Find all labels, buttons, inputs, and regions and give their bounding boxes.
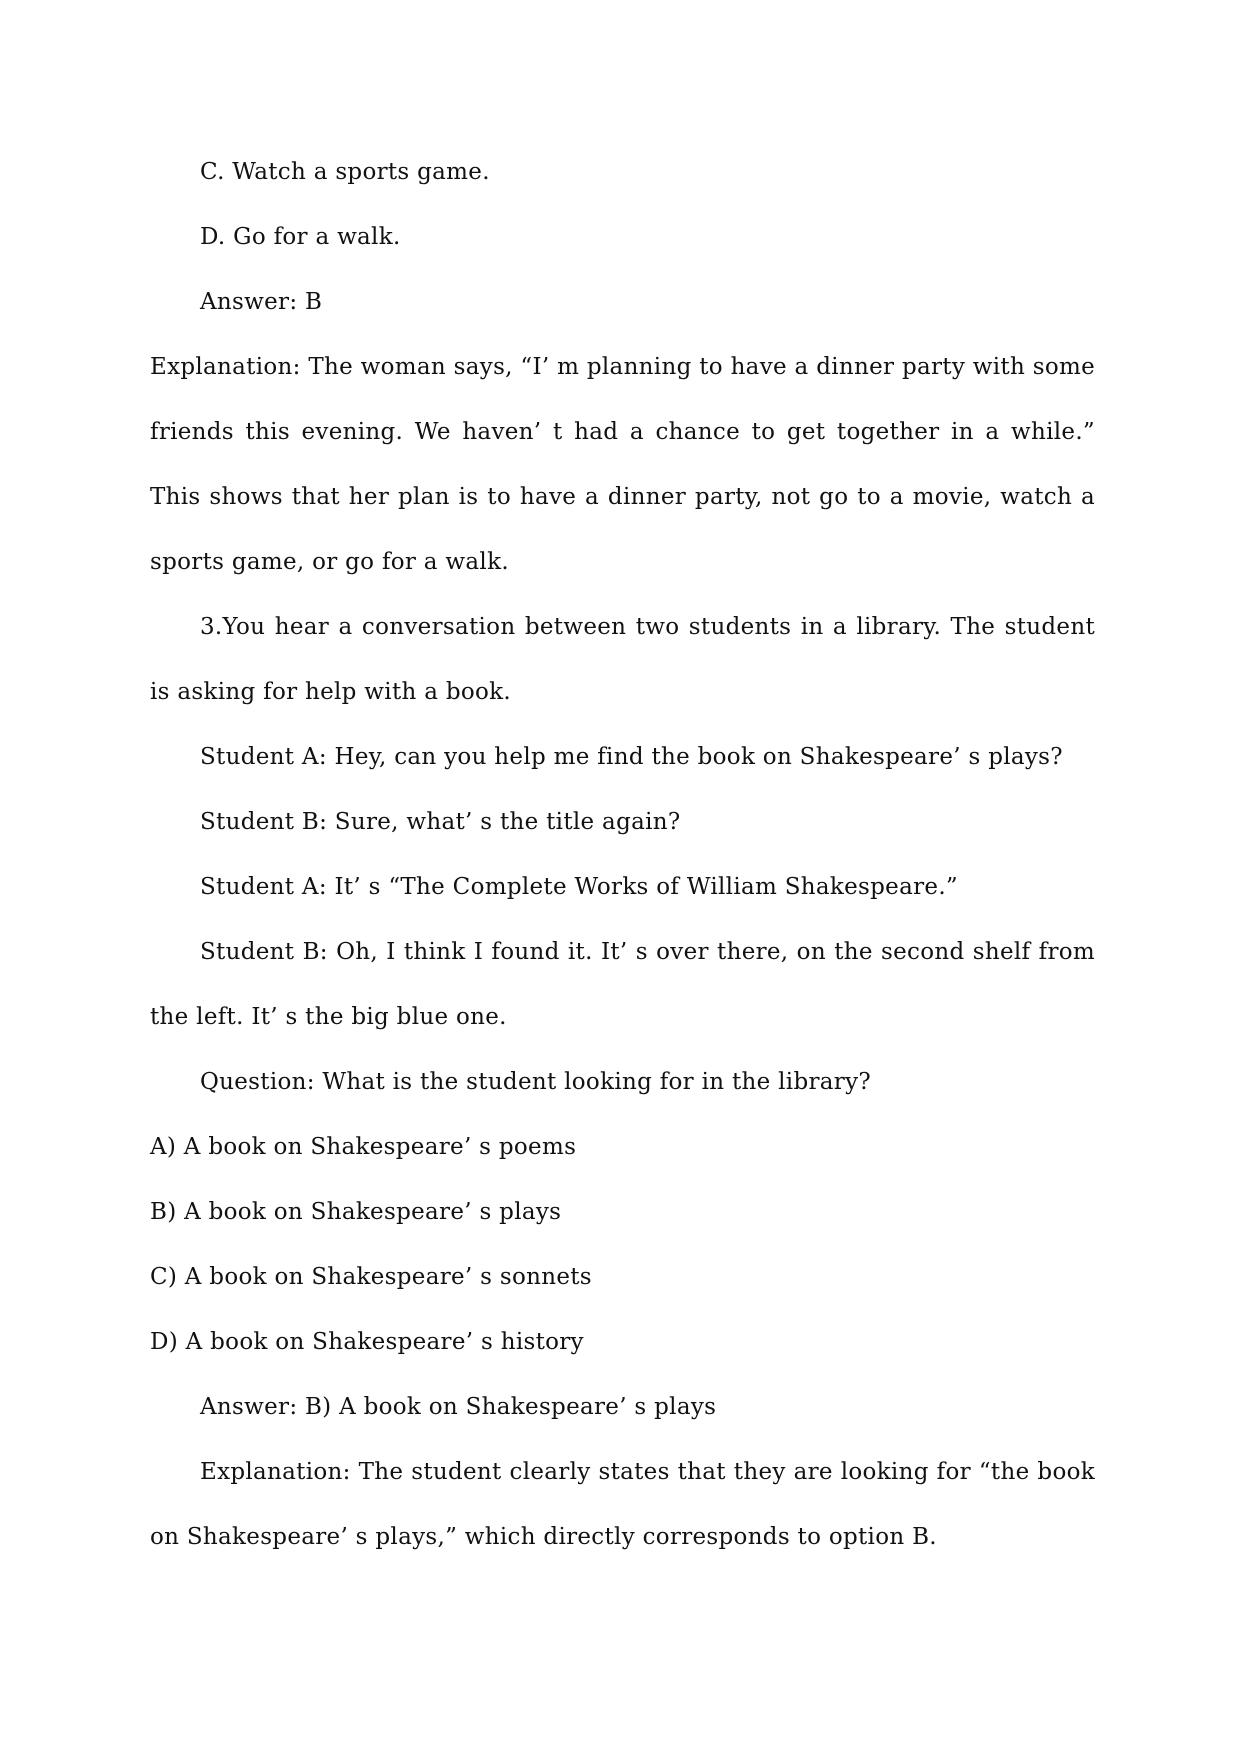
- option-c: C) A book on Shakespeare’ s sonnets: [150, 1264, 592, 1290]
- option-b: B) A book on Shakespeare’ s plays: [150, 1199, 562, 1225]
- prev-option-c: C. Watch a sports game.: [200, 159, 490, 185]
- document-body: [150, 140, 1095, 1570]
- explanation-3: Explanation: The student clearly states that they are looking for “the book on Shakespeare’ s plays,” which directly corresponds to option B.: [150, 1459, 1095, 1550]
- prev-explanation: Explanation: The woman says, “I’ m planning to have a dinner party with some friends this evening. We haven’ t had a chance to get together in a while.” This shows that her plan is to have a dinner party, not go to a movie, watch a sports game, or go for a walk.: [150, 354, 1095, 575]
- prev-option-d: D. Go for a walk.: [200, 224, 401, 250]
- prev-answer: Answer: B: [200, 289, 323, 315]
- question-3-intro: 3.You hear a conversation between two students in a library. The student is asking for help with a book.: [150, 614, 1095, 705]
- dialogue-line-3: Student A: It’ s “The Complete Works of William Shakespeare.”: [200, 874, 958, 900]
- question-3: Question: What is the student looking for in the library?: [200, 1069, 872, 1095]
- option-d: D) A book on Shakespeare’ s history: [150, 1329, 584, 1355]
- dialogue-line-1: Student A: Hey, can you help me find the book on Shakespeare’ s plays?: [200, 744, 1063, 770]
- dialogue-line-4: Student B: Oh, I think I found it. It’ s over there, on the second shelf from the left. It’ s the big blue one.: [150, 939, 1095, 1030]
- answer-3: Answer: B) A book on Shakespeare’ s plays: [200, 1394, 717, 1420]
- option-a: A) A book on Shakespeare’ s poems: [150, 1134, 577, 1160]
- dialogue-line-2: Student B: Sure, what’ s the title again?: [200, 809, 681, 835]
